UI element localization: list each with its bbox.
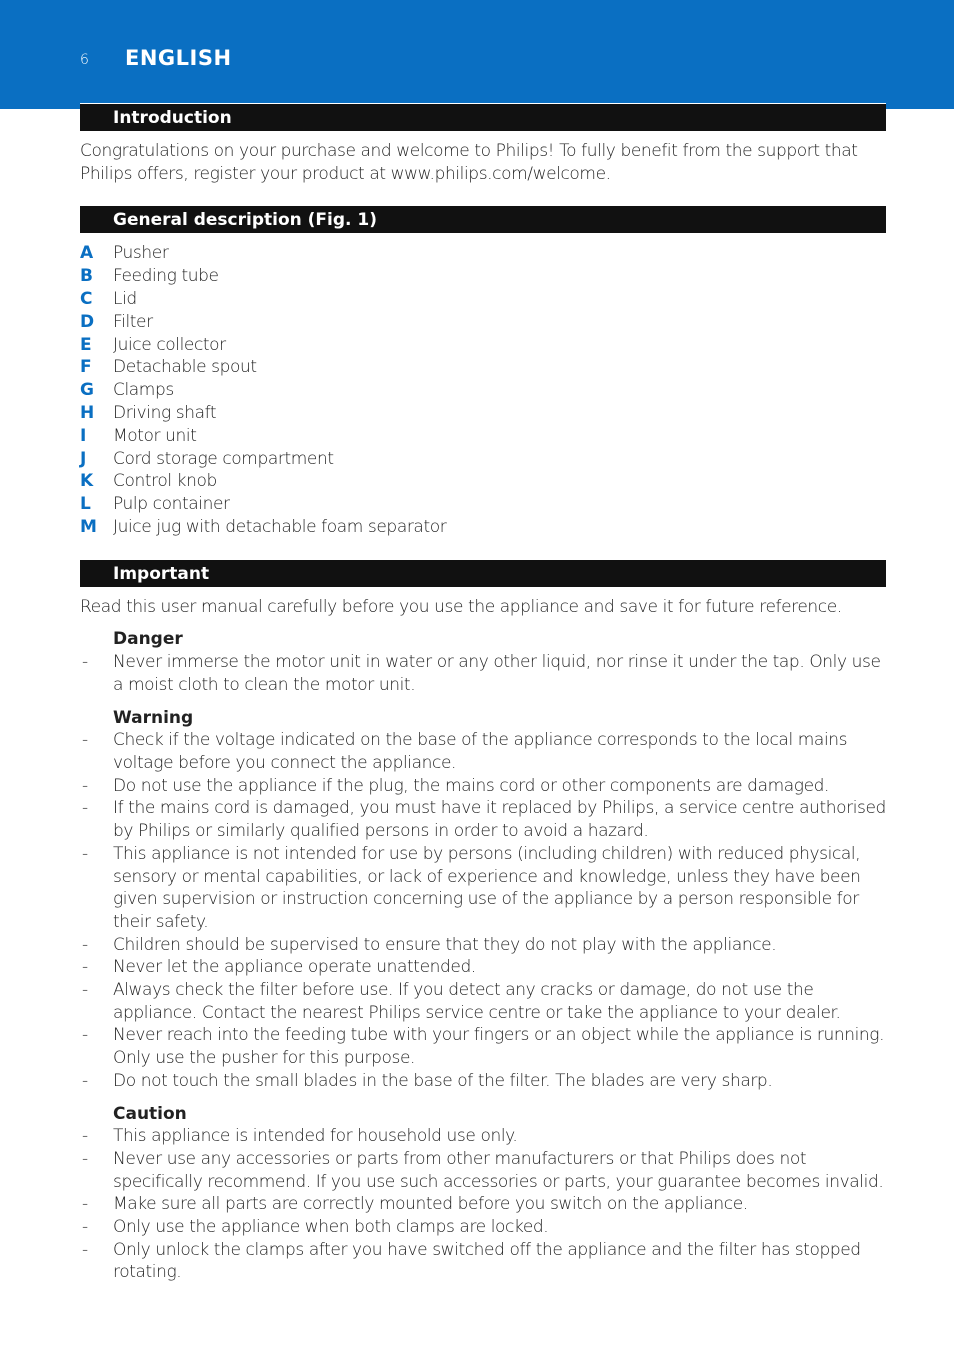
part-item [80, 402, 886, 425]
part-item [80, 311, 886, 334]
danger-heading: Danger [113, 629, 183, 650]
warning-item [80, 797, 886, 842]
bullet-dash: - [82, 798, 88, 819]
page-header [0, 0, 954, 109]
bullet-dash: - [82, 980, 88, 1001]
bullet-dash: - [82, 652, 88, 673]
warning-item [80, 934, 886, 957]
caution-item [80, 1216, 886, 1239]
warning-item-text: Always check the filter before use. If you detect any cracks or damage, do not use the appliance. Contact the nearest Philips service centre or take the appliance to your dealer. [113, 980, 841, 1023]
section-heading-important: Important [80, 559, 886, 587]
caution-list [80, 1125, 886, 1284]
part-letter: G [80, 380, 94, 401]
part-letter: L [80, 494, 91, 515]
part-item [80, 379, 886, 402]
part-label: Juice jug with detachable foam separator [113, 516, 447, 537]
caution-item-text: Never use any accessories or parts from other manufacturers or that Philips does not specifically recommend. If you use such accessories or parts, your guarantee becomes invalid. [113, 1148, 884, 1192]
warning-item-text: Never reach into the feeding tube with your fingers or an object while the appliance is running. Only use the pusher for this purpose. [113, 1025, 885, 1069]
parts-list [80, 242, 886, 538]
bullet-dash: - [82, 775, 88, 796]
caution-heading: Caution [113, 1103, 187, 1124]
part-label: Pusher [113, 243, 169, 264]
part-letter: E [80, 334, 92, 355]
warning-item-text: Do not touch the small blades in the base of the filter. The blades are very sharp. [113, 1070, 773, 1091]
section-heading-introduction: Introduction [80, 103, 886, 131]
bullet-dash: - [82, 843, 88, 864]
page-content [80, 103, 886, 1284]
part-label: Detachable spout [113, 357, 257, 378]
caution-item-text: Only unlock the clamps after you have switched off the appliance and the filter has stopped rotating. [113, 1239, 861, 1283]
part-item [80, 334, 886, 357]
bullet-dash: - [82, 1070, 88, 1091]
language-title: ENGLISH [125, 46, 232, 70]
part-item [80, 493, 886, 516]
part-item [80, 448, 886, 471]
warning-heading: Warning [113, 707, 194, 728]
warning-item [80, 775, 886, 798]
part-item [80, 265, 886, 288]
part-letter: C [80, 289, 93, 309]
part-letter: I [80, 425, 86, 446]
part-item [80, 242, 886, 265]
intro-paragraph: Congratulations on your purchase and welcome to Philips! To fully benefit from the support that Philips offers, register your product at www.philips.com/welcome. [80, 141, 858, 184]
part-letter: J [80, 448, 86, 469]
part-letter: A [80, 243, 93, 264]
part-letter: M [80, 516, 97, 537]
warning-item-text: This appliance is not intended for use by persons (including children) with reduced physical, sensory or mental capabilities, or lack of experience and knowledge, unless they have been given supervision or instruction concerning use of the appliance by a person responsible for their safety. [113, 843, 861, 932]
part-letter: B [80, 266, 93, 287]
bullet-dash: - [82, 1148, 88, 1169]
bullet-dash: - [82, 957, 88, 978]
part-label: Pulp container [113, 494, 230, 515]
part-letter: K [80, 471, 93, 492]
warning-item [80, 843, 886, 934]
caution-item-text: Only use the appliance when both clamps are locked. [113, 1217, 549, 1238]
caution-item-text: Make sure all parts are correctly mounted before you switch on the appliance. [113, 1194, 748, 1215]
caution-item [80, 1148, 886, 1193]
bullet-dash: - [82, 730, 88, 751]
caution-item-text: This appliance is intended for household use only. [113, 1126, 518, 1147]
warning-item [80, 1070, 886, 1093]
warning-item [80, 729, 886, 774]
part-item [80, 356, 886, 379]
warning-item-text: If the mains cord is damaged, you must have it replaced by Philips, a service centre authorised by Philips or similarly qualified persons in order to avoid a hazard. [113, 798, 886, 842]
warning-item-text: Check if the voltage indicated on the base of the appliance corresponds to the local mains voltage before you connect the appliance. [113, 730, 848, 773]
part-label: Filter [113, 311, 153, 332]
part-item [80, 470, 886, 493]
part-label: Cord storage compartment [113, 448, 334, 469]
part-label: Lid [113, 289, 137, 309]
warning-item [80, 1024, 886, 1069]
part-letter: D [80, 311, 94, 332]
part-label: Driving shaft [113, 402, 217, 423]
caution-item [80, 1193, 886, 1216]
bullet-dash: - [82, 1126, 88, 1147]
bullet-dash: - [82, 1194, 88, 1215]
part-letter: H [80, 402, 94, 423]
warning-list [80, 729, 886, 1092]
danger-item-text: Never immerse the motor unit in water or any other liquid, nor rinse it under the tap. Only use a moist cloth to clean the motor unit. [113, 652, 881, 695]
bullet-dash: - [82, 934, 88, 955]
bullet-dash: - [82, 1239, 88, 1260]
warning-item-text: Children should be supervised to ensure that they do not play with the appliance. [113, 934, 777, 955]
part-item [80, 516, 886, 539]
bullet-dash: - [82, 1217, 88, 1238]
part-item [80, 425, 886, 448]
part-letter: F [80, 357, 92, 378]
warning-item-text: Do not use the appliance if the plug, the mains cord or other components are damaged. [113, 775, 830, 796]
caution-item [80, 1239, 886, 1284]
part-label: Clamps [113, 380, 174, 401]
warning-item [80, 979, 886, 1024]
caution-item [80, 1125, 886, 1148]
part-label: Motor unit [113, 425, 197, 446]
page-number: 6 [80, 52, 89, 68]
warning-item-text: Never let the appliance operate unattended. [113, 957, 476, 978]
part-label: Control knob [113, 471, 217, 492]
section-heading-general-description: General description (Fig. 1) [80, 205, 886, 233]
part-label: Feeding tube [113, 266, 219, 287]
warning-item [80, 956, 886, 979]
part-label: Juice collector [113, 334, 226, 355]
danger-list [80, 651, 886, 696]
part-item [80, 288, 886, 311]
bullet-dash: - [82, 1025, 88, 1046]
important-paragraph: Read this user manual carefully before you use the appliance and save it for future reference. [80, 596, 842, 617]
danger-item [80, 651, 886, 696]
